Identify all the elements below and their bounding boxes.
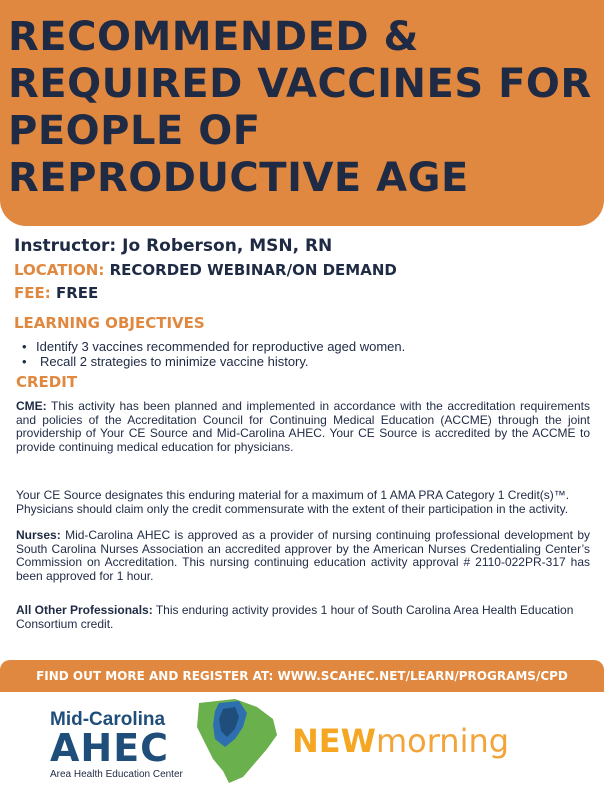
cme-text: This activity has been planned and implemented in accordance with the accreditation requirements and policies of the Accreditation Council for Continuing Medical Education (ACCME) through the joint providership of Your CE Source and Mid-Carolina AHEC. Your CE Source is accredited by the ACCME to provide continuing medical education for physicians.	[16, 399, 590, 454]
location-value: RECORDED WEBINAR/ON DEMAND	[109, 261, 397, 279]
list-item: • Identify 3 vaccines recommended for reproductive aged women.	[22, 339, 405, 354]
ahec-name-small: Mid-Carolina	[50, 709, 166, 730]
new-word: NEW	[292, 722, 376, 760]
objectives-heading: LEARNING OBJECTIVES	[14, 314, 205, 332]
nurses-text: Mid-Carolina AHEC is approved as a provider of nursing continuing professional development by South Carolina Nurses Association an accredited approver by the American Nurses Credentialing Center’s Commission on Accreditation. This nursing continuing education activity approval # 2110-022PR-317 has been approved for 1 hour.	[16, 528, 590, 583]
fee-label: FEE:	[14, 284, 51, 302]
mid-carolina-ahec-logo	[50, 697, 280, 785]
page-title: RECOMMENDED & REQUIRED VACCINES FOR PEOPLE OF REPRODUCTIVE AGE	[8, 14, 592, 201]
cme-paragraph	[16, 400, 590, 454]
instructor-line: Instructor: Jo Roberson, MSN, RN	[14, 236, 333, 256]
cme-label: CME:	[16, 399, 47, 413]
register-banner: FIND OUT MORE AND REGISTER AT: WWW.SCAHEC.NET/LEARN/PROGRAMS/CPD	[0, 660, 604, 692]
location-line	[14, 261, 397, 279]
fee-value: FREE	[55, 284, 99, 302]
designates-paragraph: Your CE Source designates this enduring material for a maximum of 1 AMA PRA Category 1 Credit(s)™. Physicians should claim only the credit commensurate with the extent of their participation in the activity.	[16, 488, 570, 516]
ahec-tagline: Area Health Education Center	[50, 769, 183, 780]
new-morning-logo	[292, 722, 509, 760]
nurses-label: Nurses:	[16, 528, 61, 542]
objectives-list	[22, 339, 405, 369]
others-label: All Other Professionals:	[16, 603, 153, 617]
list-item: • Recall 2 strategies to minimize vaccine history.	[22, 354, 405, 369]
location-label: LOCATION:	[14, 261, 105, 279]
others-text: This enduring activity provides 1 hour of South Carolina Area Health Education Consortium credit.	[16, 603, 574, 631]
ahec-name-big: AHEC	[50, 726, 170, 770]
fee-line	[14, 284, 98, 302]
morning-word: morning	[375, 722, 510, 760]
other-professionals-paragraph	[16, 604, 590, 631]
nurses-paragraph	[16, 529, 590, 583]
header-banner	[0, 0, 604, 226]
south-carolina-map-icon	[195, 697, 281, 785]
credit-heading: CREDIT	[16, 373, 78, 391]
